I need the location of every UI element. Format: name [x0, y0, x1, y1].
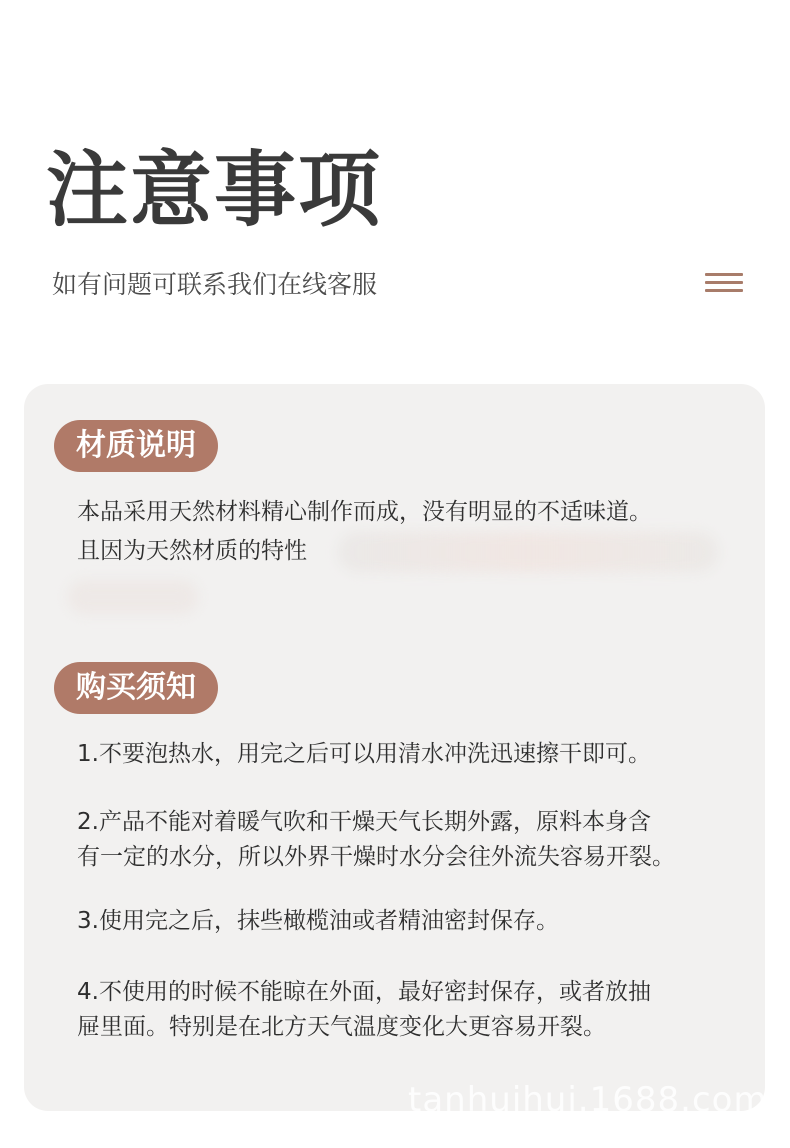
- purchase-item-2: 2.产品不能对着暖气吹和干燥天气长期外露，原料本身含 有一定的水分，所以外界干燥时水分会往外流失容易开裂。: [77, 809, 675, 870]
- menu-icon[interactable]: [705, 273, 743, 295]
- purchase-item-1: 1.不要泡热水，用完之后可以用清水冲洗迅速擦干即可。: [77, 741, 651, 767]
- purchase-item-3: 3.使用完之后，抹些橄榄油或者精油密封保存。: [77, 908, 559, 934]
- watermark: tanhuihui.1688.com: [408, 1080, 768, 1120]
- blurred-text-region: [68, 580, 198, 614]
- page-subtitle: 如有问题可联系我们在线客服: [52, 270, 378, 299]
- material-line-1: 本品采用天然材料精心制作而成，没有明显的不适味道。: [77, 499, 652, 525]
- blurred-text-region: [338, 532, 718, 572]
- section-title-material: 材质说明: [54, 420, 218, 472]
- menu-line: [705, 289, 743, 292]
- menu-line: [705, 281, 743, 284]
- page-title: 注意事项: [46, 143, 383, 238]
- menu-line: [705, 273, 743, 276]
- material-line-2: 且因为天然材质的特性: [77, 538, 307, 564]
- purchase-item-4: 4.不使用的时候不能晾在外面，最好密封保存，或者放抽 屉里面。特别是在北方天气温度变化大更容易开裂。: [77, 979, 651, 1040]
- section-title-purchase: 购买须知: [54, 662, 218, 714]
